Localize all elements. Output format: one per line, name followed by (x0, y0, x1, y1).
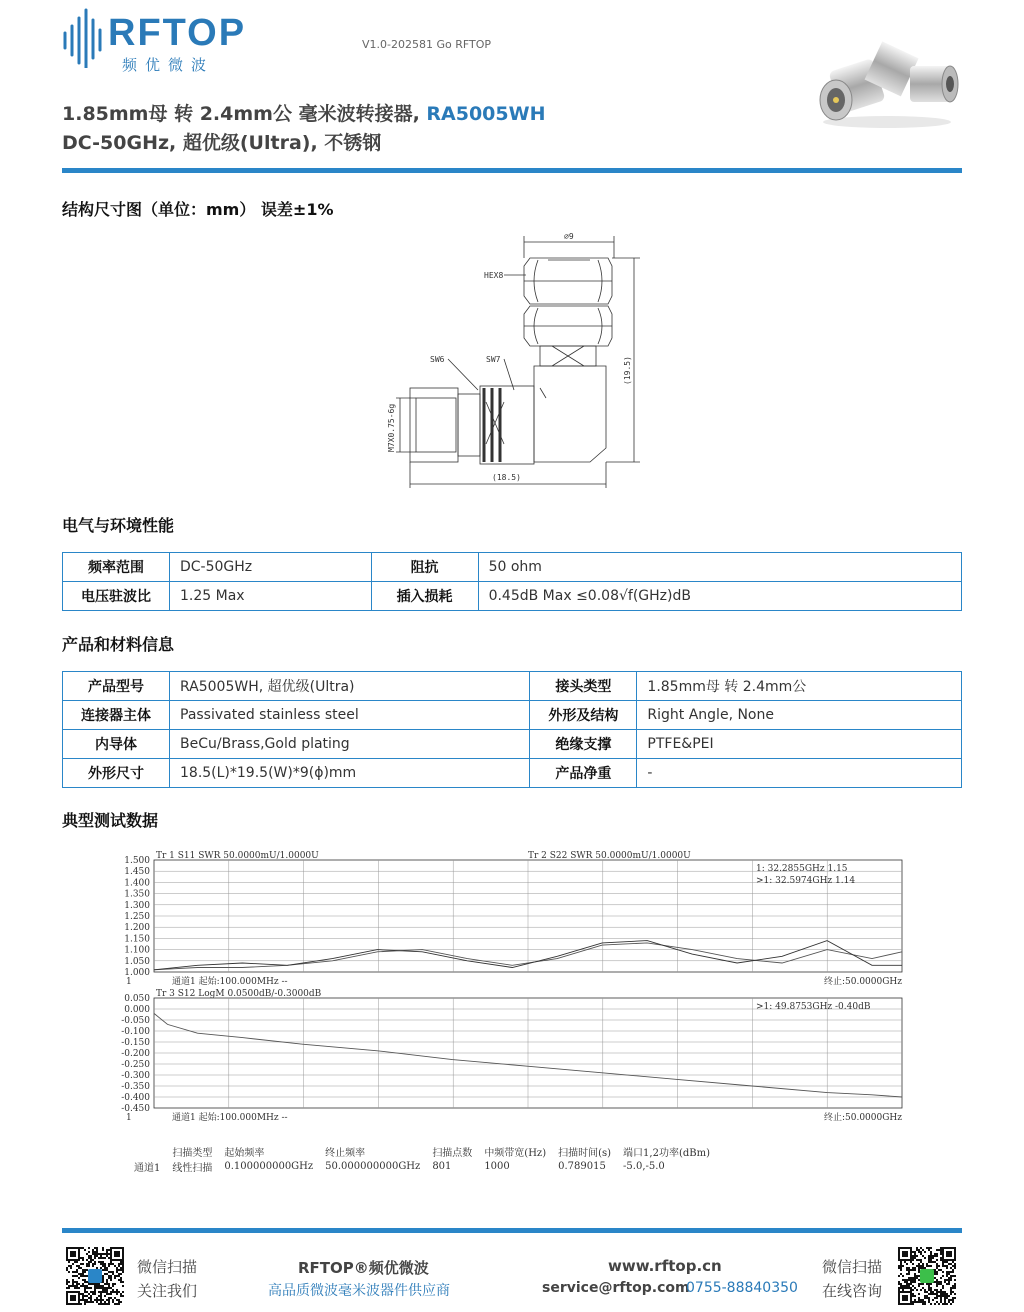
email-link[interactable]: service@rftop.com (542, 1280, 690, 1296)
table-key: 连接器主体 (63, 701, 170, 730)
y-tick-label: 1.150 (124, 934, 150, 945)
section-title-materials: 产品和材料信息 (62, 635, 175, 654)
consult-label: 在线咨询 (822, 1282, 883, 1300)
y-tick-label: -0.400 (121, 1093, 150, 1103)
marker-readout: 1: 32.2855GHz 1.15 (756, 864, 848, 874)
y-tick-label: 0.000 (124, 1005, 150, 1015)
x-start-label: 通道1 起始:100.000MHz -- (172, 977, 288, 987)
wechat-scan-label: 微信扫描 (137, 1258, 198, 1276)
y-tick-label: -0.150 (121, 1038, 150, 1048)
measurement-header: 端口1,2功率(dBm) (623, 1148, 710, 1159)
measurement-header: 中频带宽(Hz) (484, 1148, 547, 1159)
table-key: 电压驻波比 (63, 582, 170, 611)
measurement-value: 801 (432, 1161, 452, 1172)
diameter-label: ⌀9 (564, 232, 574, 241)
version-text: V1.0-202581 Go RFTOP (362, 38, 492, 51)
y-tick-label: -0.250 (121, 1060, 150, 1070)
channel-index: 1 (126, 1113, 132, 1123)
measurement-header: 终止频率 (325, 1148, 366, 1159)
electrical-table (62, 552, 962, 611)
measurement-header-row (128, 1144, 716, 1159)
table-row (63, 553, 962, 582)
footer-brand: RFTOP®频优微波 (298, 1259, 429, 1277)
measurement-header (128, 1144, 166, 1159)
phone-number: 0755-88840350 (686, 1280, 798, 1296)
table-row (63, 701, 962, 730)
qr-code-consult-icon[interactable] (898, 1247, 956, 1305)
measurement-header: 扫描点数 (432, 1148, 473, 1159)
trace-title: Tr 2 S22 SWR 50.0000mU/1.0000U (528, 851, 691, 861)
table-key: 产品净重 (530, 759, 637, 788)
section-title-test: 典型测试数据 (62, 811, 159, 830)
y-tick-label: -0.350 (121, 1082, 150, 1092)
table-key: 外形及结构 (530, 701, 637, 730)
height-label: (19.5) (623, 356, 632, 385)
y-tick-label: 1.100 (124, 945, 150, 956)
test-data-chart (110, 848, 910, 1128)
brand-logo-text: RFTOP (108, 12, 247, 54)
table-row (63, 730, 962, 759)
hex-label: HEX8 (484, 271, 504, 280)
table-value: 50 ohm (478, 553, 961, 582)
measurement-value: 线性扫描 (172, 1163, 213, 1174)
y-tick-label: 1.250 (124, 912, 150, 922)
sw7-label: SW7 (486, 355, 501, 364)
marker-readout: >1: 49.8753GHz -0.40dB (756, 1002, 871, 1012)
table-key: 插入损耗 (371, 582, 478, 611)
table-value: PTFE&PEI (637, 730, 962, 759)
wechat-scan-label-2: 微信扫描 (822, 1258, 883, 1276)
y-tick-label: -0.300 (121, 1071, 150, 1081)
table-value: - (637, 759, 962, 788)
x-stop-label: 终止:50.0000GHz (823, 1113, 902, 1123)
table-key: 频率范围 (63, 553, 170, 582)
product-title: 1.85mm母 转 2.4mm公 毫米波转接器, RA5005WH (62, 103, 546, 125)
trace-title: Tr 1 S11 SWR 50.0000mU/1.0000U (156, 851, 319, 861)
y-tick-label: 1.450 (124, 867, 150, 878)
table-value: DC-50GHz (170, 553, 372, 582)
x-stop-label: 终止:50.0000GHz (823, 977, 902, 987)
materials-table (62, 671, 962, 788)
measurement-value-row (128, 1159, 716, 1174)
section-title-electrical: 电气与环境性能 (62, 516, 175, 535)
table-row (63, 672, 962, 701)
logo-mark-icon (62, 8, 102, 68)
website-link[interactable]: www.rftop.cn (608, 1257, 722, 1275)
measurement-value: 0.789015 (558, 1161, 606, 1172)
table-value: RA5005WH, 超优级(Ultra) (170, 672, 530, 701)
measurement-header: 起始频率 (224, 1148, 265, 1159)
y-tick-label: -0.050 (121, 1016, 150, 1026)
table-key: 产品型号 (63, 672, 170, 701)
thread-label: M7X0.75-6g (387, 403, 396, 452)
measurement-header: 扫描时间(s) (558, 1148, 612, 1159)
follow-us-label: 关注我们 (137, 1282, 198, 1300)
sw6-label: SW6 (430, 355, 445, 364)
y-tick-label: 1.050 (124, 956, 150, 967)
table-row (63, 582, 962, 611)
trace-title: Tr 3 S12 LogM 0.0500dB/-0.3000dB (156, 989, 322, 999)
table-value: 0.45dB Max ≤0.08√f(GHz)dB (478, 582, 961, 611)
table-row (63, 759, 962, 788)
section-title-dimensions: 结构尺寸图（单位：mm） 误差±1% (62, 200, 334, 219)
product-subtitle: DC-50GHz, 超优级(Ultra), 不锈钢 (62, 132, 382, 154)
table-value: Right Angle, None (637, 701, 962, 730)
brand-logo-subtitle: 频优微波 (122, 56, 215, 74)
measurement-value: 0.100000000GHz (224, 1161, 314, 1172)
table-key: 绝缘支撑 (530, 730, 637, 759)
marker-readout: >1: 32.5974GHz 1.14 (756, 876, 856, 886)
product-photo (812, 38, 962, 130)
y-tick-label: 0.050 (124, 994, 150, 1004)
length-label: (18.5) (492, 473, 521, 482)
x-start-label: 通道1 起始:100.000MHz -- (172, 1113, 288, 1123)
dimension-drawing (380, 230, 650, 490)
measurement-header: 扫描类型 (172, 1148, 213, 1159)
qr-code-follow-icon[interactable] (66, 1247, 124, 1305)
y-tick-label: 1.400 (124, 878, 150, 889)
table-value: 1.85mm母 转 2.4mm公 (637, 672, 962, 701)
table-key: 接头类型 (530, 672, 637, 701)
table-value: 1.25 Max (170, 582, 372, 611)
table-value: BeCu/Brass,Gold plating (170, 730, 530, 759)
y-tick-label: 1.350 (124, 889, 150, 900)
table-key: 阻抗 (371, 553, 478, 582)
table-key: 外形尺寸 (63, 759, 170, 788)
y-tick-label: -0.100 (121, 1027, 150, 1037)
measurement-value: 通道1 (134, 1163, 161, 1174)
y-tick-label: -0.200 (121, 1049, 150, 1059)
table-value: Passivated stainless steel (170, 701, 530, 730)
table-value: 18.5(L)*19.5(W)*9(ϕ)mm (170, 759, 530, 788)
part-number: RA5005WH (426, 103, 546, 125)
measurement-value: 50.000000000GHz (325, 1161, 421, 1172)
y-tick-label: 1.300 (124, 900, 150, 911)
measurement-value: -5.0,-5.0 (623, 1161, 665, 1172)
y-tick-label: -0.450 (121, 1104, 150, 1114)
measurement-value: 1000 (484, 1161, 510, 1172)
y-tick-label: 1.500 (124, 856, 150, 866)
channel-index: 1 (126, 977, 132, 987)
table-key: 内导体 (63, 730, 170, 759)
footer-divider (62, 1228, 962, 1233)
footer-slogan: 高品质微波毫米波器件供应商 (268, 1283, 450, 1299)
y-tick-label: 1.000 (124, 968, 150, 978)
y-tick-label: 1.200 (124, 923, 150, 934)
measurement-settings (128, 1144, 716, 1174)
header-divider (62, 168, 962, 173)
